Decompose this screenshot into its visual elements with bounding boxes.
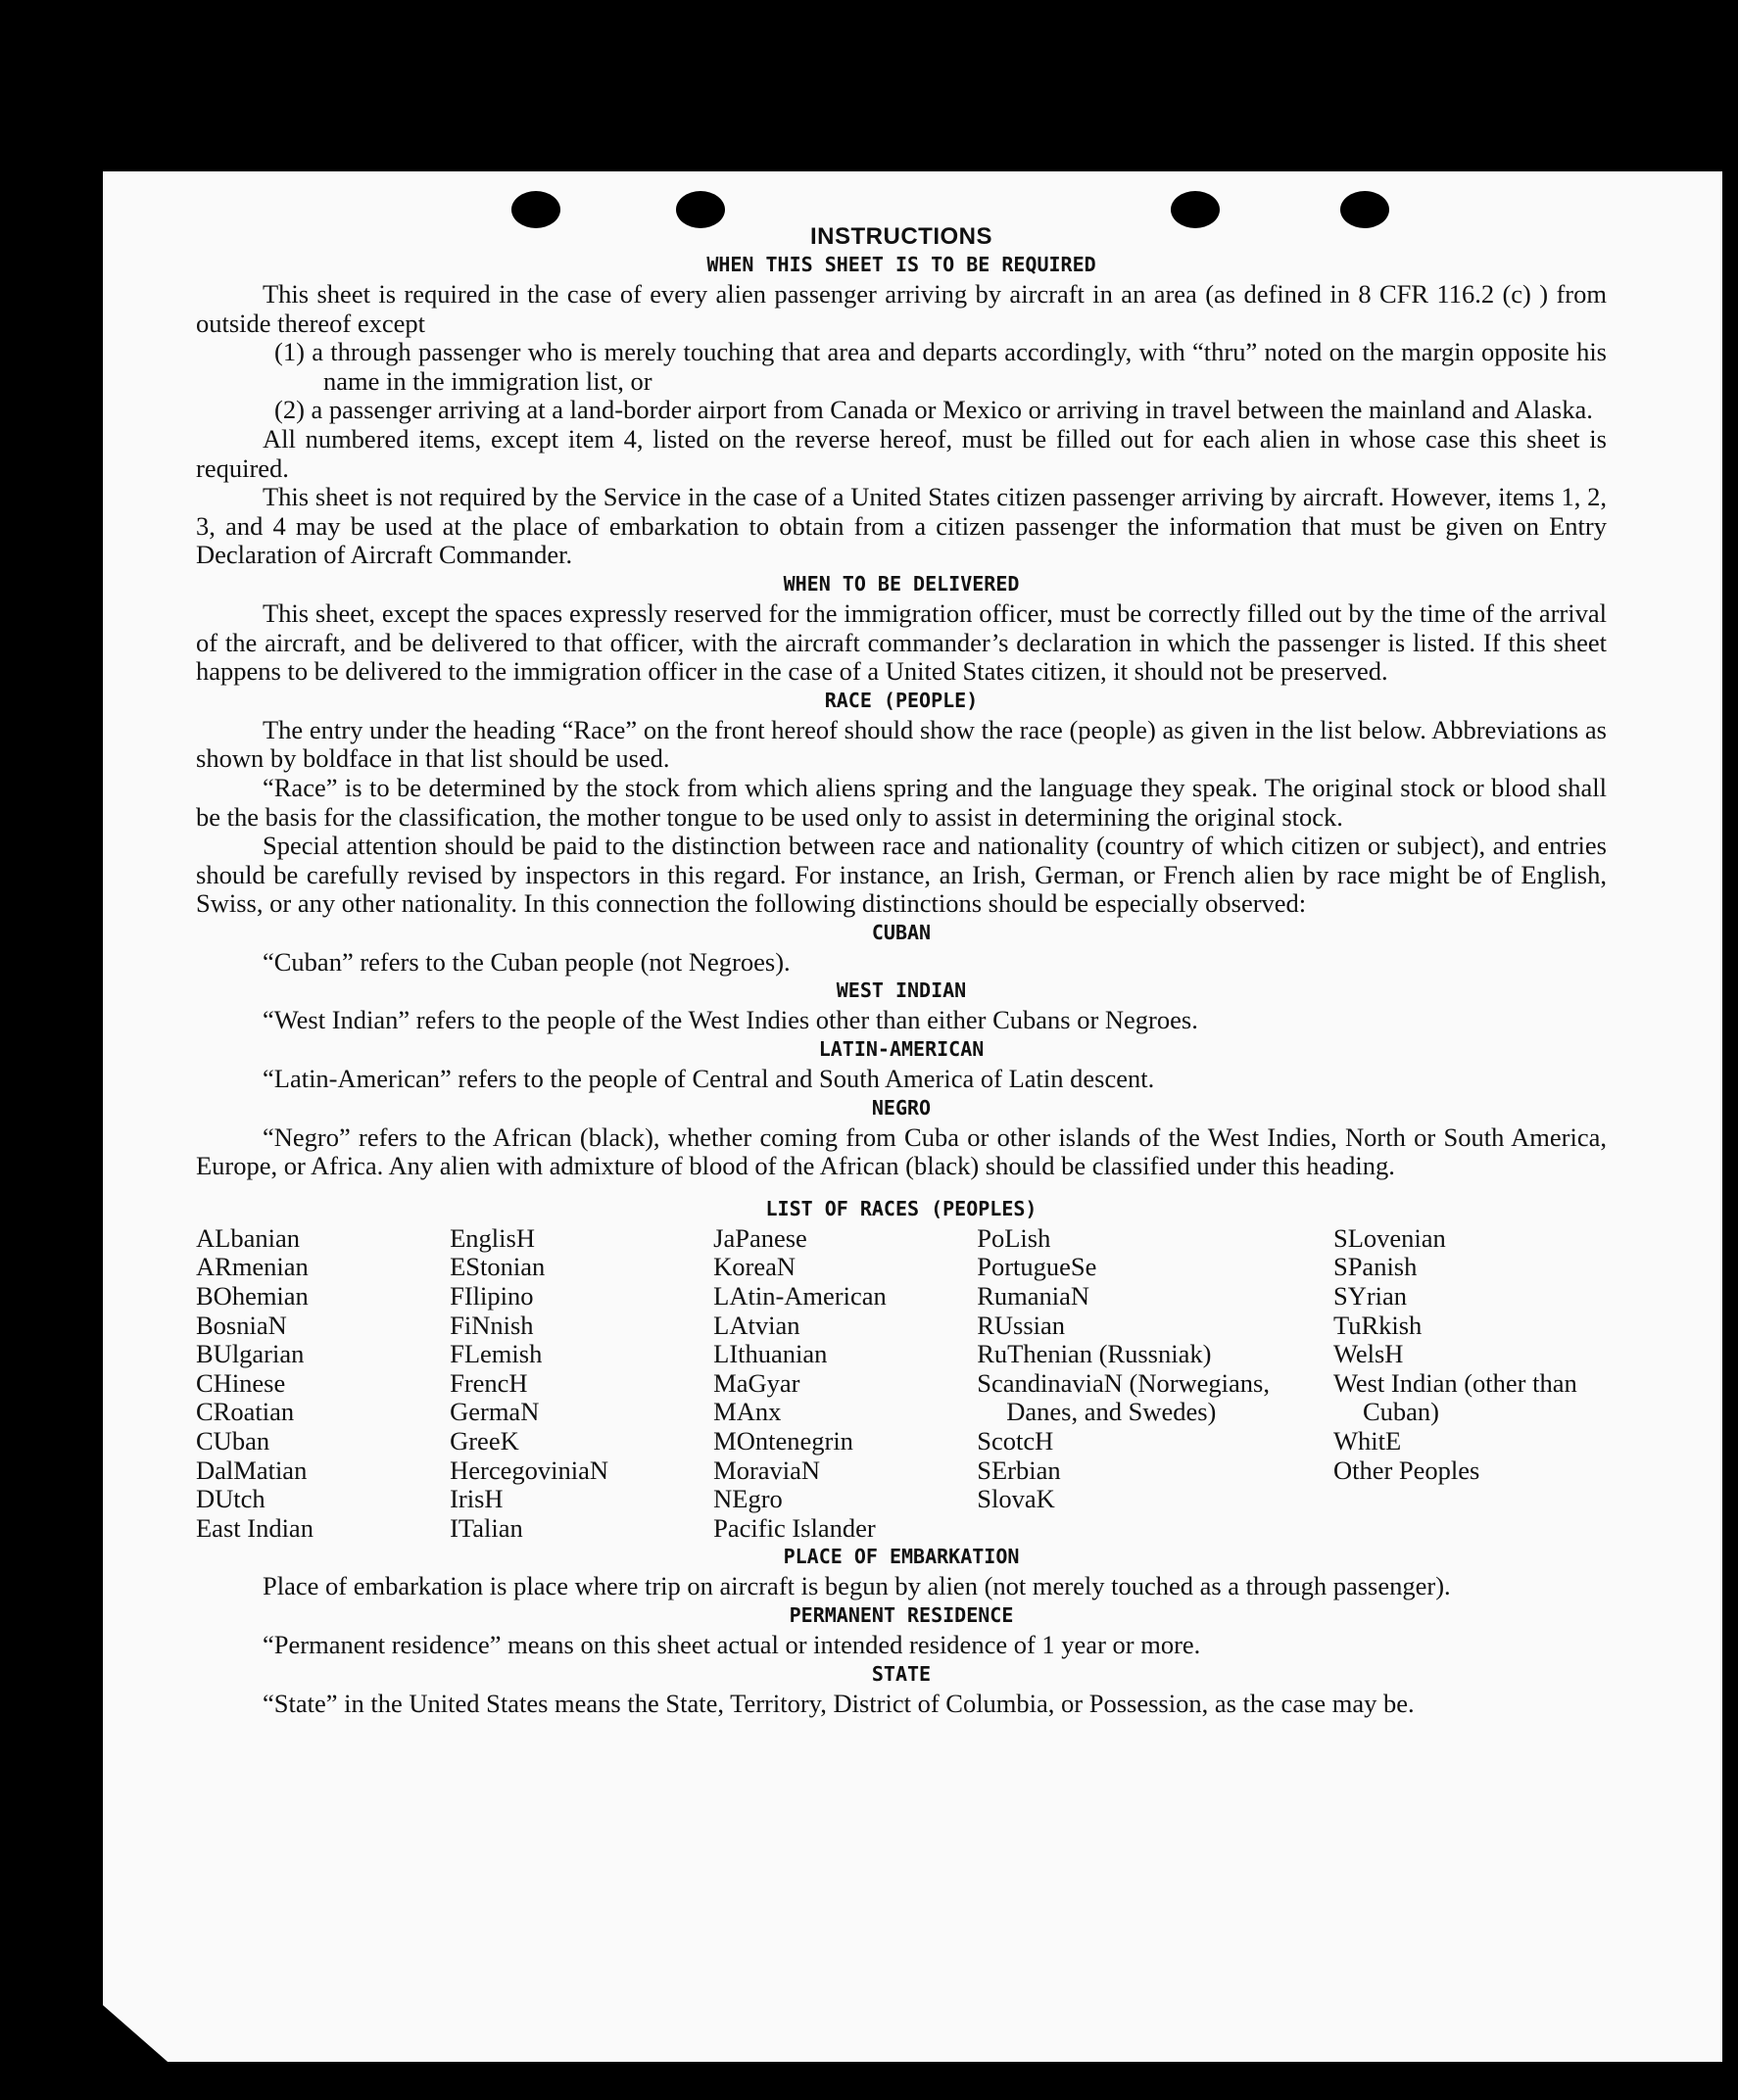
race-item: EnglisH — [450, 1222, 535, 1253]
race-item: CRoatian — [196, 1397, 295, 1427]
race-item: FIlipino — [450, 1281, 534, 1312]
race-item: ScotcH — [977, 1426, 1054, 1456]
races-column — [196, 1224, 450, 1544]
race-item: DalMatian — [196, 1455, 308, 1485]
heading-latin-american: LATIN-AMERICAN — [818, 1037, 985, 1062]
race-item: FiNnish — [450, 1310, 534, 1340]
race-item: GermaN — [450, 1397, 540, 1427]
paragraph: This sheet is required in the case of every alien passenger arriving by aircraft in an area (as defined in 8 CFR 116.2 (c) ) from outside thereof except — [196, 279, 1607, 338]
race-item: NEgro — [713, 1484, 783, 1514]
race-item: ALbanian — [196, 1222, 300, 1253]
race-item: ARmenian — [196, 1252, 309, 1282]
race-item: PortugueSe — [977, 1252, 1097, 1282]
race-item: SYrian — [1332, 1281, 1408, 1312]
paragraph: Place of embarkation is place where trip on aircraft is begun by alien (not merely touched as a through passenger). — [263, 1571, 1451, 1601]
heading-negro: NEGRO — [871, 1095, 932, 1120]
races-column — [713, 1224, 977, 1544]
race-item: SErbian — [977, 1455, 1061, 1485]
race-item: WhitE — [1332, 1426, 1402, 1456]
heading-cuban: CUBAN — [871, 920, 932, 944]
paragraph: This sheet, except the spaces expressly reserved for the immigration officer, must be correctly filled out by the time of the arrival of the aircraft, and be delivered to that officer, with the aircraft commander’s declaration in which the passenger is listed. If this sheet happens to be delivered to the immigration officer in the case of a United States citizen, it should not be preserved. — [196, 597, 1607, 687]
race-item: FrencH — [450, 1367, 528, 1398]
paragraph: This sheet is not required by the Service in the case of a United States citizen passenger arriving by aircraft. However, items 1, 2, 3, and 4 may be used at the place of embarkation to obtain from a citizen passenger the information that must be given on Entry Declaration of Aircraft Commander. — [196, 482, 1607, 570]
heading-permanent-residence: PERMANENT RESIDENCE — [789, 1602, 1014, 1627]
heading-race: RACE (PEOPLE) — [824, 688, 979, 712]
paragraph: “Permanent residence” means on this sheet actual or intended residence of 1 year or more. — [263, 1629, 1201, 1659]
paragraph: “Race” is to be determined by the stock from which aliens spring and the language they speak. The original stock or blood shall be the basis for the classification, the mother tongue to be used only to assist in determining the original stock. — [196, 772, 1607, 832]
heading-state: STATE — [871, 1661, 932, 1686]
races-column — [977, 1224, 1333, 1544]
race-item: LAtvian — [713, 1310, 800, 1340]
race-item: HercegoviniaN — [450, 1455, 608, 1485]
race-item: SLovenian — [1332, 1222, 1446, 1253]
races-list — [196, 1224, 1607, 1544]
heading-when-required: WHEN THIS SHEET IS TO BE REQUIRED — [706, 253, 1096, 276]
race-item: EStonian — [450, 1252, 546, 1282]
race-item: ITalian — [450, 1512, 523, 1543]
race-item: MaGyar — [713, 1367, 800, 1398]
race-item: BUlgarian — [196, 1339, 305, 1369]
race-item: WelsH — [1332, 1339, 1404, 1369]
paragraph: Special attention should be paid to the distinction between race and nationality (country of which citizen or subject), and entries should be carefully revised by inspectors in this regard. For instance, an Irish, German, or French alien by race might be of English, Swiss, or any other nationality. In this connection the following distinctions should be especially observed: — [196, 831, 1607, 919]
race-item: MOntenegrin — [713, 1426, 853, 1456]
race-item: FLemish — [450, 1339, 543, 1369]
race-item: DUtch — [196, 1484, 266, 1514]
heading-west-indian: WEST INDIAN — [836, 978, 967, 1003]
race-item: KoreaN — [713, 1252, 797, 1282]
paragraph: “West Indian” refers to the people of the West Indies other than either Cubans or Negroes. — [263, 1005, 1198, 1035]
race-item: RumaniaN — [977, 1281, 1090, 1312]
heading-place-of-embarkation: PLACE OF EMBARKATION — [783, 1545, 1020, 1569]
race-item: CHinese — [196, 1367, 286, 1398]
race-item: TuRkish — [1332, 1310, 1423, 1340]
race-item: MoraviaN — [713, 1455, 821, 1485]
race-item: GreeK — [450, 1426, 519, 1456]
race-item: BOhemian — [196, 1281, 309, 1312]
paragraph: All numbered items, except item 4, listed on the reverse hereof, must be filled out for each alien in whose case this sheet is required. — [196, 423, 1607, 483]
paragraph: “Cuban” refers to the Cuban people (not Negroes). — [263, 946, 791, 977]
exception-item-2: (2) a passenger arriving at a land-border airport from Canada or Mexico or arriving in travel between the mainland and Alaska. — [274, 395, 1593, 425]
paragraph: The entry under the heading “Race” on the front hereof should show the race (people) as given in the list below. Abbreviations as shown by boldface in that list should be used. — [196, 714, 1607, 774]
race-item: SPanish — [1332, 1252, 1418, 1282]
heading-when-delivered: WHEN TO BE DELIVERED — [783, 571, 1020, 596]
race-item: PoLish — [977, 1222, 1051, 1253]
race-item: LAtin-American — [713, 1281, 887, 1312]
race-item: MAnx — [713, 1397, 782, 1427]
race-item: LIthuanian — [713, 1339, 828, 1369]
race-item: IrisH — [450, 1484, 504, 1514]
race-item: West Indian (other than Cuban) — [1332, 1367, 1577, 1427]
paragraph: “State” in the United States means the State, Territory, District of Columbia, or Possession, as the case may be. — [263, 1688, 1415, 1718]
races-column — [1333, 1224, 1607, 1544]
paragraph: “Negro” refers to the African (black), whether coming from Cuba or other islands of the West Indies, North or South America, Europe, or Africa. Any alien with admixture of blood of the African (black) should be classified under this heading. — [196, 1122, 1607, 1181]
page-title: INSTRUCTIONS — [810, 223, 992, 250]
heading-list-of-races: LIST OF RACES (PEOPLES) — [765, 1196, 1038, 1220]
race-item: Other Peoples — [1332, 1455, 1480, 1485]
race-item: RUssian — [977, 1310, 1066, 1340]
exception-item-1: (1) a through passenger who is merely touching that area and departs accordingly, with “thru” noted on the margin opposite his name in the immigration list, or — [274, 337, 1607, 396]
race-item: SlovaK — [977, 1484, 1055, 1514]
races-column — [450, 1224, 713, 1544]
race-item: East Indian — [196, 1512, 314, 1543]
race-item: BosniaN — [196, 1310, 287, 1340]
race-item: CUban — [196, 1426, 270, 1456]
race-item: JaPanese — [713, 1222, 807, 1253]
race-item: ScandinaviaN (Norwegians, Danes, and Swedes) — [977, 1367, 1270, 1427]
race-item: Pacific Islander — [713, 1512, 876, 1543]
race-item: RuThenian (Russniak) — [977, 1339, 1212, 1369]
instructions-content — [196, 223, 1607, 1718]
paragraph: “Latin-American” refers to the people of Central and South America of Latin descent. — [263, 1064, 1155, 1094]
